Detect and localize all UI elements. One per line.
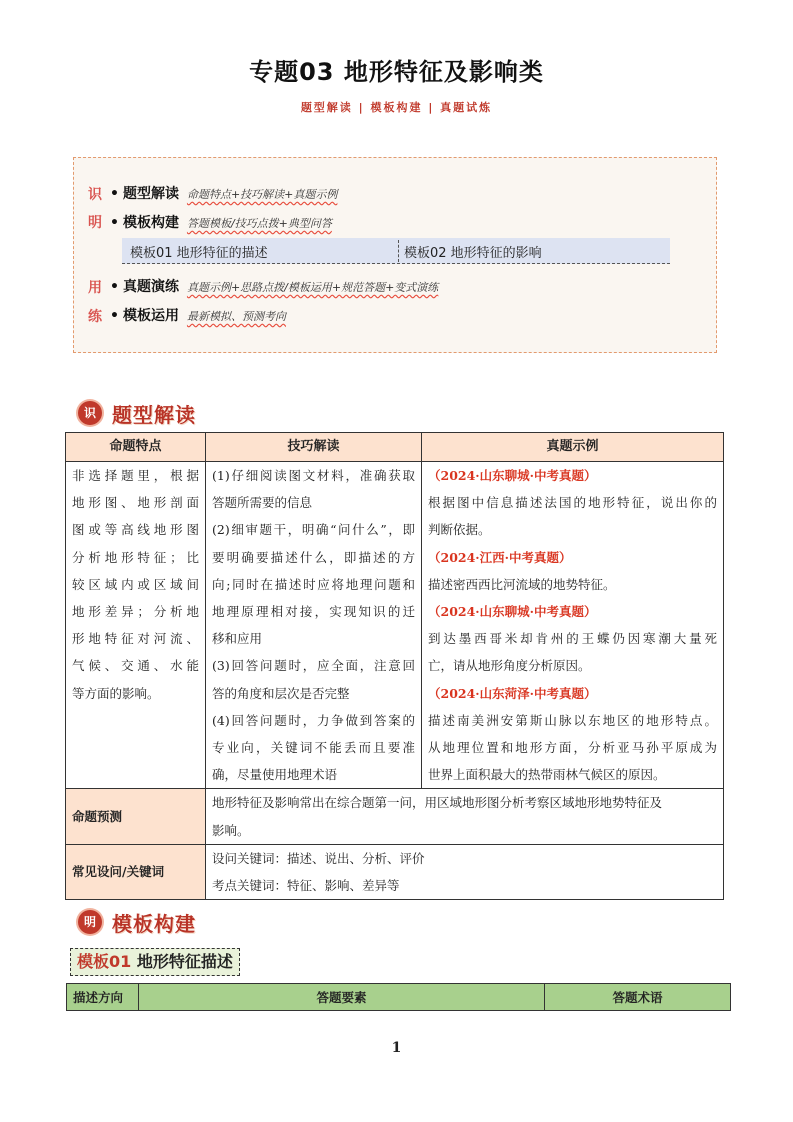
tips-cell — [206, 462, 422, 789]
text-line: (1)仔细阅读图文材料，准确获取 — [212, 468, 415, 483]
description-table — [66, 983, 731, 1011]
overview-row-label: 模板构建 — [122, 215, 179, 231]
overview-row-label: 真题演练 — [122, 279, 179, 295]
example-source: （2024·江西·中考真题） — [428, 549, 572, 565]
example-question: 判断依据。 — [428, 522, 491, 538]
text-line: 图或等高线地形图 — [72, 522, 199, 538]
example-question: 到达墨西哥米却肯州的王蝶仍因寒潮大量死 — [428, 631, 717, 647]
template-title: 地形特征描述 — [131, 952, 233, 971]
page-number: 1 — [391, 1040, 402, 1056]
example-question: 描述南美洲安第斯山脉以东地区的地形特点。 — [428, 712, 717, 728]
example-question: 描述密西西比河流域的地势特征。 — [428, 576, 616, 592]
examples-cell — [422, 462, 724, 789]
bullet-icon: • — [110, 279, 119, 295]
keywords-cell — [206, 844, 724, 899]
side-char-1: 识 — [88, 187, 102, 203]
keywords-label: 常见设问/关键词 — [66, 844, 206, 899]
text-line: 地理原理相对接，实现知识的迁 — [212, 604, 415, 620]
features-cell — [66, 462, 206, 789]
text-line: 向;同时在描述时应将地理问题和 — [212, 576, 415, 592]
example-question: 世界上面积最大的热带雨林气候区的原因。 — [428, 767, 666, 783]
page-subtitle: 题型解读 | 模板构建 | 真题试炼 — [300, 101, 493, 114]
text-line: 移和应用 — [212, 631, 263, 647]
text-line: (4)回答问题时，力争做到答案的 — [212, 712, 415, 728]
bullet-icon: • — [110, 308, 119, 324]
template-item-2[interactable]: 模板02 地形特征的影响 — [404, 246, 542, 261]
prediction-label: 命题预测 — [66, 789, 206, 844]
overview-row-label: 题型解读 — [122, 186, 179, 202]
overview-row-note: 命题特点+技巧解读+真题示例 — [186, 188, 338, 201]
example-question: 根据图中信息描述法国的地形特征，说出你的 — [428, 495, 717, 511]
section-title: 题型解读 — [112, 403, 196, 427]
table-header: 真题示例 — [422, 433, 724, 462]
overview-row-1 — [110, 183, 337, 203]
text-line: 确，尽量使用地理术语 — [212, 767, 338, 783]
bullet-icon: • — [110, 186, 119, 202]
text-line: 气候、交通、水能 — [72, 658, 199, 674]
text-line: 较区域内或区域间 — [72, 576, 199, 592]
text-line: 地形特征及影响常出在综合题第一问，用区域地形图分析考察区域地形地势特征及 — [212, 795, 663, 811]
side-char-4: 练 — [88, 309, 102, 325]
text-line: 地形差异；分析地 — [72, 604, 199, 620]
example-source: （2024·山东聊城·中考真题） — [428, 468, 597, 483]
template-number: 模板01 — [77, 952, 132, 971]
text-line: (2)细审题干，明确“问什么”，即 — [212, 522, 415, 538]
table-header: 描述方向 — [67, 984, 139, 1011]
section-badge-icon: 明 — [78, 910, 102, 934]
overview-row-3 — [110, 276, 438, 296]
text-line: 形地特征对河流、 — [72, 631, 199, 647]
text-line: 专业向，关键词不能丢而且要准 — [212, 740, 415, 756]
table-header: 答题术语 — [545, 984, 731, 1011]
table-header: 命题特点 — [66, 433, 206, 462]
question-type-table — [65, 432, 724, 900]
table-header: 答题要素 — [139, 984, 545, 1011]
overview-row-2 — [110, 212, 332, 232]
text-line: 要明确要描述什么，即描述的方 — [212, 549, 415, 565]
overview-row-note: 最新模拟、预测考向 — [186, 310, 286, 323]
section-title: 模板构建 — [112, 912, 196, 936]
overview-row-note: 答题模板/技巧点拨+典型问答 — [186, 217, 332, 230]
overview-row-4 — [110, 305, 286, 325]
example-source: （2024·山东菏泽·中考真题） — [428, 685, 597, 701]
overview-row-label: 模板运用 — [122, 308, 179, 324]
example-source: （2024·山东聊城·中考真题） — [428, 604, 597, 620]
text-line: 设问关键词：描述、说出、分析、评价 — [212, 850, 425, 866]
template-item-1[interactable]: 模板01 地形特征的描述 — [130, 246, 268, 261]
page-title: 专题03 地形特征及影响类 — [249, 58, 544, 86]
text-line: 地形图、地形剖面 — [72, 495, 199, 511]
template-divider — [398, 240, 399, 262]
template-list — [122, 238, 670, 264]
example-question: 从地理位置和地形方面，分析亚马孙平原成为 — [428, 740, 717, 756]
text-line: 考点关键词：特征、影响、差异等 — [212, 878, 400, 894]
example-question: 亡，请从地形角度分析原因。 — [428, 658, 591, 674]
section-badge-icon: 识 — [78, 401, 102, 425]
prediction-cell — [206, 789, 724, 844]
template-heading — [70, 948, 240, 976]
table-header: 技巧解读 — [206, 433, 422, 462]
text-line: 分析地形特征；比 — [72, 549, 199, 565]
text-line: 非选择题里，根据 — [72, 468, 199, 483]
text-line: 等方面的影响。 — [72, 685, 160, 701]
bullet-icon: • — [110, 215, 119, 231]
side-char-2: 明 — [88, 215, 102, 231]
text-line: 影响。 — [212, 822, 250, 838]
text-line: 答的角度和层次是否完整 — [212, 685, 350, 701]
side-char-3: 用 — [88, 280, 102, 296]
overview-row-note: 真题示例+思路点拨/模板运用+规范答题+变式演练 — [186, 281, 439, 294]
text-line: (3)回答问题时，应全面，注意回 — [212, 658, 415, 674]
text-line: 答题所需要的信息 — [212, 495, 313, 511]
